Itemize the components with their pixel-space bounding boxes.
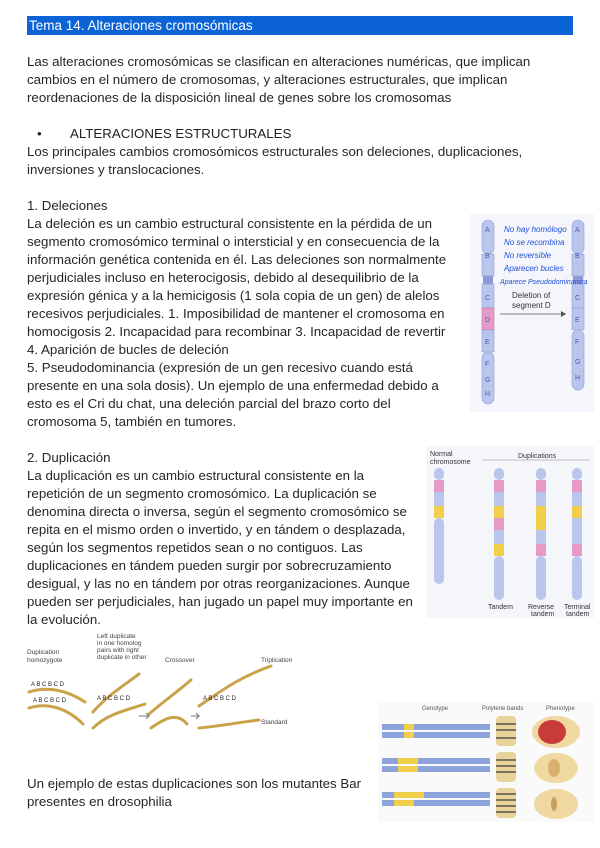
deletions-line: 4. Aparición de bucles de deleción xyxy=(27,342,229,357)
structural-line: Los principales cambios cromosómicos estructurales son deleciones, duplicaciones, xyxy=(27,144,523,159)
section-bullet xyxy=(37,125,291,143)
deletions-section xyxy=(27,197,446,431)
crossover-label: duplicate in other xyxy=(97,654,147,661)
duplications-label: Duplications xyxy=(518,453,557,460)
intro-line: reordenaciones de la disposición lineal de genes sobre los cromosomas xyxy=(27,90,452,105)
deletion-figure xyxy=(470,214,594,412)
band-label-left: A xyxy=(485,227,490,234)
duplications-line: pueden ser perjudiciales, han jugado un papel muy importante en xyxy=(27,594,413,609)
structural-line: inversiones y translocaciones. xyxy=(27,162,205,177)
duplications-line: duplicaciones en tándem pueden surgir por sobrecruzamiento xyxy=(27,558,392,573)
reverse-tandem-caption: Reverse xyxy=(528,604,555,611)
bullet-text: ALTERACIONES ESTRUCTURALES xyxy=(70,126,292,141)
deletion-caption: segment D xyxy=(512,301,551,310)
deletions-line: La deleción es un cambio estructural consistente en la pérdida de un xyxy=(27,216,433,231)
arrow-head-icon xyxy=(561,311,566,317)
terminal-tandem-caption: tandem xyxy=(566,611,590,618)
gene-sequence: A B C B C D xyxy=(97,696,131,702)
tandem-chromosome xyxy=(494,468,504,600)
duplications-line: La duplicación es un cambio estructural consistente en la xyxy=(27,468,365,483)
duplications-line: la evolución. xyxy=(27,612,101,627)
duplications-line: denomina directa o inversa, según el segmento cromosómico se xyxy=(27,504,407,519)
bar-line: presentes en drosophilia xyxy=(27,794,172,809)
deletions-line: 5. Pseudodominancia (expresión de un gen recesivo cuando está xyxy=(27,360,413,375)
duplications-line: desigual, y las no en tándem por otras reorganizaciones. Aunque xyxy=(27,576,410,591)
deletions-line: perjudiciales incluso en heterocigosis, debido al desequilibrio de la xyxy=(27,270,419,285)
crossover-label: Standard xyxy=(261,719,288,726)
bullet-symbol: • xyxy=(37,126,42,141)
deletions-line: homocigosis 2. Incapacidad para recombinar 3. Incapacidad de revertir xyxy=(27,324,446,339)
handwritten-note: Aparece Pseudodominancia xyxy=(500,279,588,286)
band-label-left: B xyxy=(485,253,490,260)
band-label-left: C xyxy=(485,295,491,302)
normal-chromosome-label: chromosome xyxy=(430,459,471,466)
deletions-line: información genética contenida en él. Las deleciones son normalmente xyxy=(27,252,447,267)
band-label-right: G xyxy=(575,359,581,366)
terminal-tandem-chromosome xyxy=(572,468,582,600)
crossover-label: pairs with right xyxy=(97,647,139,654)
deletions-line: recesivos perjudiciales. 1. Imposibilidad de mantener el cromosoma en xyxy=(27,306,445,321)
duplications-line: repita en el mismo orden o invertido, y en tándem o desplazada, xyxy=(27,522,406,537)
band-label-left: H xyxy=(485,391,491,398)
band-label-right: C xyxy=(575,295,581,302)
band-label-left: G xyxy=(485,377,491,384)
intro-line: Las alteraciones cromosómicas se clasifican en alteraciones numéricas, que implican xyxy=(27,54,531,69)
duplication-figure xyxy=(426,446,594,618)
duplications-heading: 2. Duplicación xyxy=(27,450,111,465)
crossover-label: Crossover xyxy=(165,657,195,664)
crossover-label: in one homolog xyxy=(97,640,142,647)
deletions-line: expresión génica y a la hemicigosis (1 sola copia de un gen) de alelos xyxy=(27,288,440,303)
bar-line: Un ejemplo de estas duplicaciones son los mutantes Bar xyxy=(27,776,362,791)
page-title: Tema 14. Alteraciones cromosómicas xyxy=(27,16,573,35)
band-label-right: B xyxy=(575,253,580,260)
crossover-label: homozygote xyxy=(27,657,63,664)
genotype-rows xyxy=(382,724,490,806)
band-label-right: A xyxy=(575,227,580,234)
reverse-tandem-caption: tandem xyxy=(531,611,555,618)
bar-header: Genotype xyxy=(422,706,449,712)
gene-sequence: A B C B C D xyxy=(31,682,65,688)
gene-sequence: A B C B C D xyxy=(33,698,67,704)
bar-header: Phenotype xyxy=(546,706,575,712)
polytene-bands xyxy=(496,716,516,818)
duplications-line: repetición de un segmento cromosómico. La duplicación se xyxy=(27,486,377,501)
terminal-tandem-caption: Terminal xyxy=(564,604,591,611)
handwritten-note: Aparecen bucles xyxy=(504,264,564,273)
intro-paragraph xyxy=(27,53,530,107)
tandem-caption: Tandem xyxy=(488,604,513,611)
deletion-caption: Deletion of xyxy=(512,291,551,300)
crossover-label: Left duplicate xyxy=(97,633,136,640)
band-label-left: F xyxy=(485,361,490,368)
deletions-heading: 1. Deleciones xyxy=(27,198,108,213)
crossover-label: Duplication xyxy=(27,649,60,656)
structural-intro xyxy=(27,143,522,179)
deletions-line: esto es el Cri du chat, una deleción parcial del brazo corto del xyxy=(27,396,391,411)
intro-line: cambios en el número de cromosomas, y alteraciones estructurales, que implican xyxy=(27,72,508,87)
duplications-line: según los segmentos repetidos sean o no contiguos. Las xyxy=(27,540,363,555)
deletions-line: presente en una sola dosis). Un ejemplo de una enfermedad debido a xyxy=(27,378,439,393)
handwritten-note: No hay homólogo xyxy=(504,225,567,234)
normal-chromosome-label: Normal xyxy=(430,451,453,458)
band-label-left: E xyxy=(485,339,490,346)
bar-paragraph xyxy=(27,775,361,811)
crossover-label: Triplication xyxy=(261,657,293,664)
normal-chromosome xyxy=(434,468,444,584)
duplications-section xyxy=(27,449,413,629)
bar-mutant-figure xyxy=(378,702,594,822)
band-label-right: F xyxy=(575,339,580,346)
reverse-tandem-chromosome xyxy=(536,468,546,600)
crossover-figure xyxy=(27,632,305,750)
deletions-line: segmento cromosómico terminal o intersticial y en consecuencia de la xyxy=(27,234,440,249)
band-label-right: E xyxy=(575,317,580,324)
bar-header: Polytene bands xyxy=(482,706,524,712)
handwritten-note: No se recombina xyxy=(504,238,565,247)
band-label-left: D xyxy=(485,317,491,324)
gene-sequence: A B C B C D xyxy=(203,696,237,702)
handwritten-note: No reversible xyxy=(504,251,552,260)
eye-phenotypes xyxy=(532,716,580,819)
deletions-line: cromosoma 5, también en tumores. xyxy=(27,414,237,429)
band-label-right: H xyxy=(575,375,581,382)
